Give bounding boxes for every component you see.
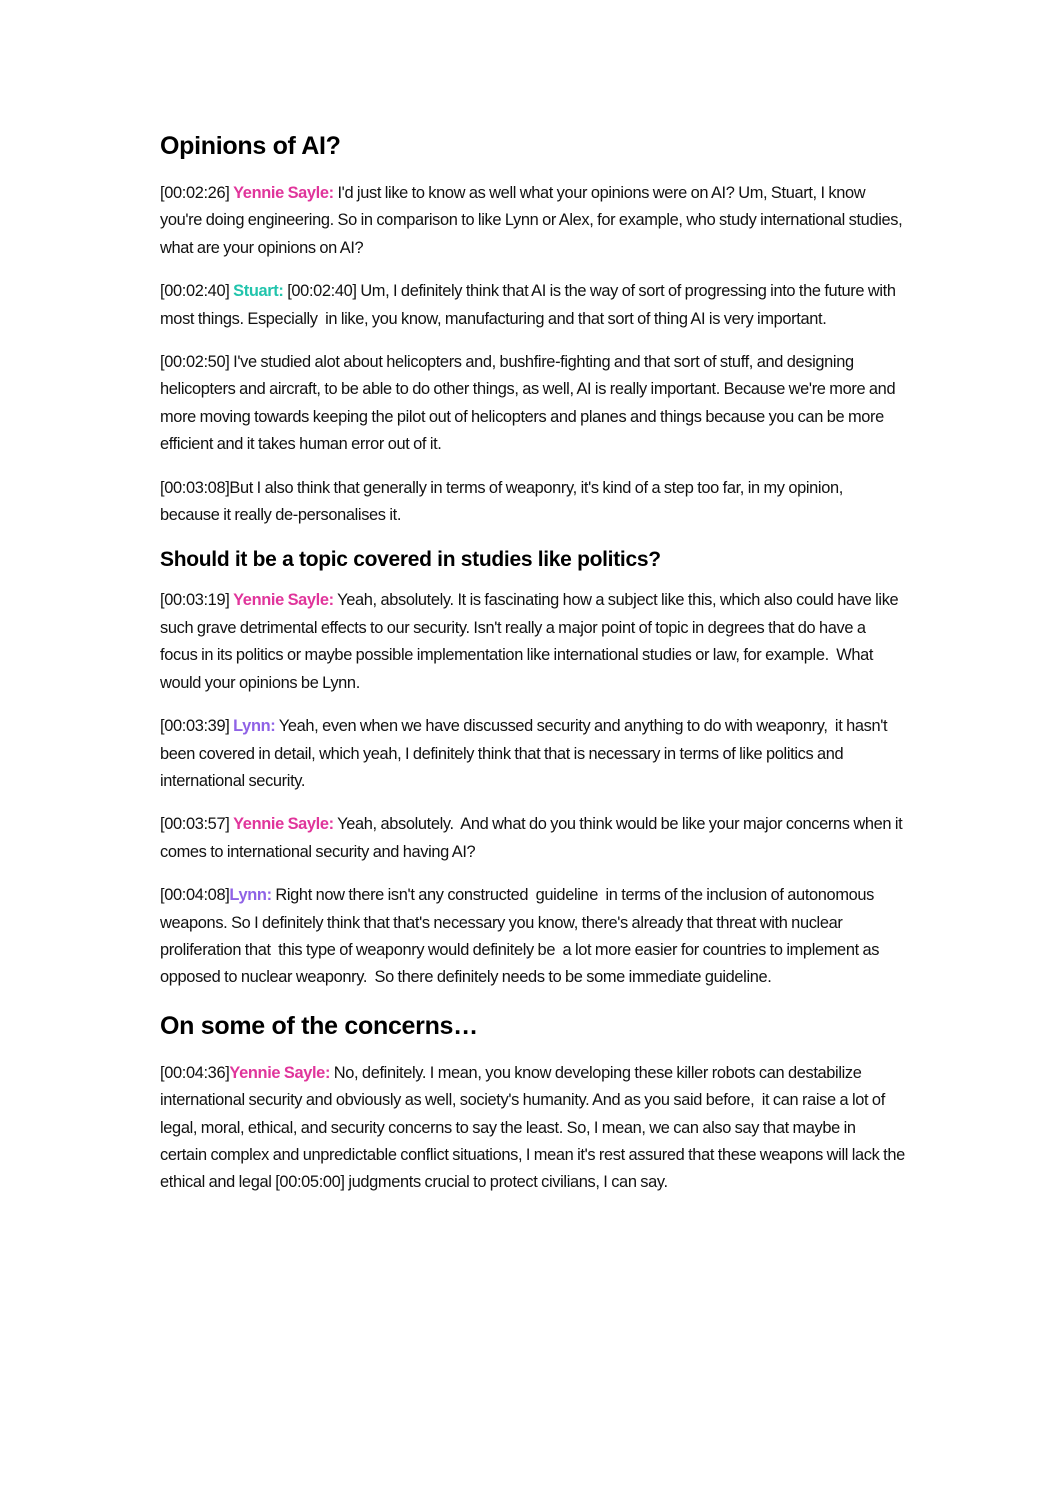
timestamp: [00:03:08] (160, 478, 230, 497)
section-heading: Opinions of AI? (160, 132, 341, 160)
entry-text: Yeah, absolutely. It is fascinating how a subject like this, which also could have like such grave detrimental effects to our security. Isn't really a major point of topic in degrees that do have a focus in its politics or maybe possible implementation like international studies or law, for example. What would your opinions be Lynn. (160, 591, 903, 692)
entry-text: I'd just like to know as well what your opinions were on AI? Um, Stuart, I know you're doing engineering. So in comparison to like Lynn or Alex, for example, who study international studies, what are your opinions on AI? (160, 184, 907, 257)
section-topic-in-studies (160, 545, 905, 991)
transcript-entry (160, 811, 905, 866)
timestamp: [00:02:50] (160, 353, 230, 372)
entry-text: But I also think that generally in terms of weaponry, it's kind of a step too far, in my opinion, because it really de-personalises it. (160, 478, 847, 525)
entry-text: Yeah, absolutely. And what do you think would be like your major concerns when it comes to international security and having AI? (160, 815, 907, 861)
entry-text: Yeah, even when we have discussed security and anything to do with weaponry, it hasn't been covered in detail, which yeah, I definitely think that that is necessary in terms of like politics and international security. (160, 717, 891, 790)
entry-text: Right now there isn't any constructed guideline in terms of the inclusion of autonomous weapons. So I definitely think that that's necessary you know, there's already that threat with nuclear proliferation that this type of weaponry would definitely be a lot more easier for countries to implement as opposed to nuclear weaponry. So there definitely needs to be some immediate guideline. (160, 886, 883, 987)
transcript-entry (160, 713, 905, 795)
speaker-name: Yennie Sayle: (233, 591, 334, 610)
speaker-name: Yennie Sayle: (229, 1063, 331, 1082)
transcript-entry (160, 587, 905, 697)
transcript-entry (160, 475, 905, 530)
speaker-name: Stuart: (233, 282, 284, 301)
section-heading: On some of the concerns… (160, 1011, 478, 1040)
transcript-entry (160, 349, 905, 459)
timestamp: [00:03:57] (160, 815, 234, 834)
timestamp: [00:02:26] (160, 184, 234, 202)
transcript-entry (160, 180, 905, 262)
transcript-entry (160, 1060, 909, 1197)
transcript-page (160, 128, 909, 1213)
timestamp: [00:04:36] (160, 1063, 230, 1082)
speaker-name: Lynn: (233, 717, 276, 736)
section-heading: Should it be a topic covered in studies like politics? (160, 548, 661, 572)
section-concerns (160, 1008, 909, 1197)
entry-text: [00:02:40] Um, I definitely think that AI is the way of sort of progressing into the future with most things. Especially in like, you know, manufacturing and that sort of thing AI is very important. (160, 282, 900, 328)
timestamp: [00:03:39] (160, 717, 234, 736)
speaker-name: Lynn: (229, 886, 272, 905)
transcript-entry (160, 882, 905, 992)
speaker-name: Yennie Sayle: (233, 184, 334, 202)
speaker-name: Yennie Sayle: (233, 815, 334, 834)
timestamp: [00:02:40] (160, 282, 234, 301)
timestamp: [00:03:19] (160, 591, 234, 610)
entry-text: I've studied alot about helicopters and, bushfire-fighting and that sort of stuff, and designing helicopters and aircraft, to be able to do other things, as well, AI is really important. Because we're more and more moving towards keeping the pilot out of helicopters and planes and things because you can be more efficient and it takes human error out of it. (160, 353, 899, 454)
timestamp: [00:04:08] (160, 886, 230, 905)
entry-text: No, definitely. I mean, you know developing these killer robots can destabilize international security and obviously as well, society's humanity. And as you said before, it can raise a lot of legal, moral, ethical, and security concerns to say the least. So, I mean, we can also say that maybe in certain complex and unpredictable conflict situations, I mean it's rest assured that these weapons will lack the ethical and legal [00:05:00] judgments crucial to protect civilians, I can say. (160, 1063, 909, 1192)
transcript-entry (160, 278, 905, 333)
section-opinions-of-ai (160, 128, 905, 529)
